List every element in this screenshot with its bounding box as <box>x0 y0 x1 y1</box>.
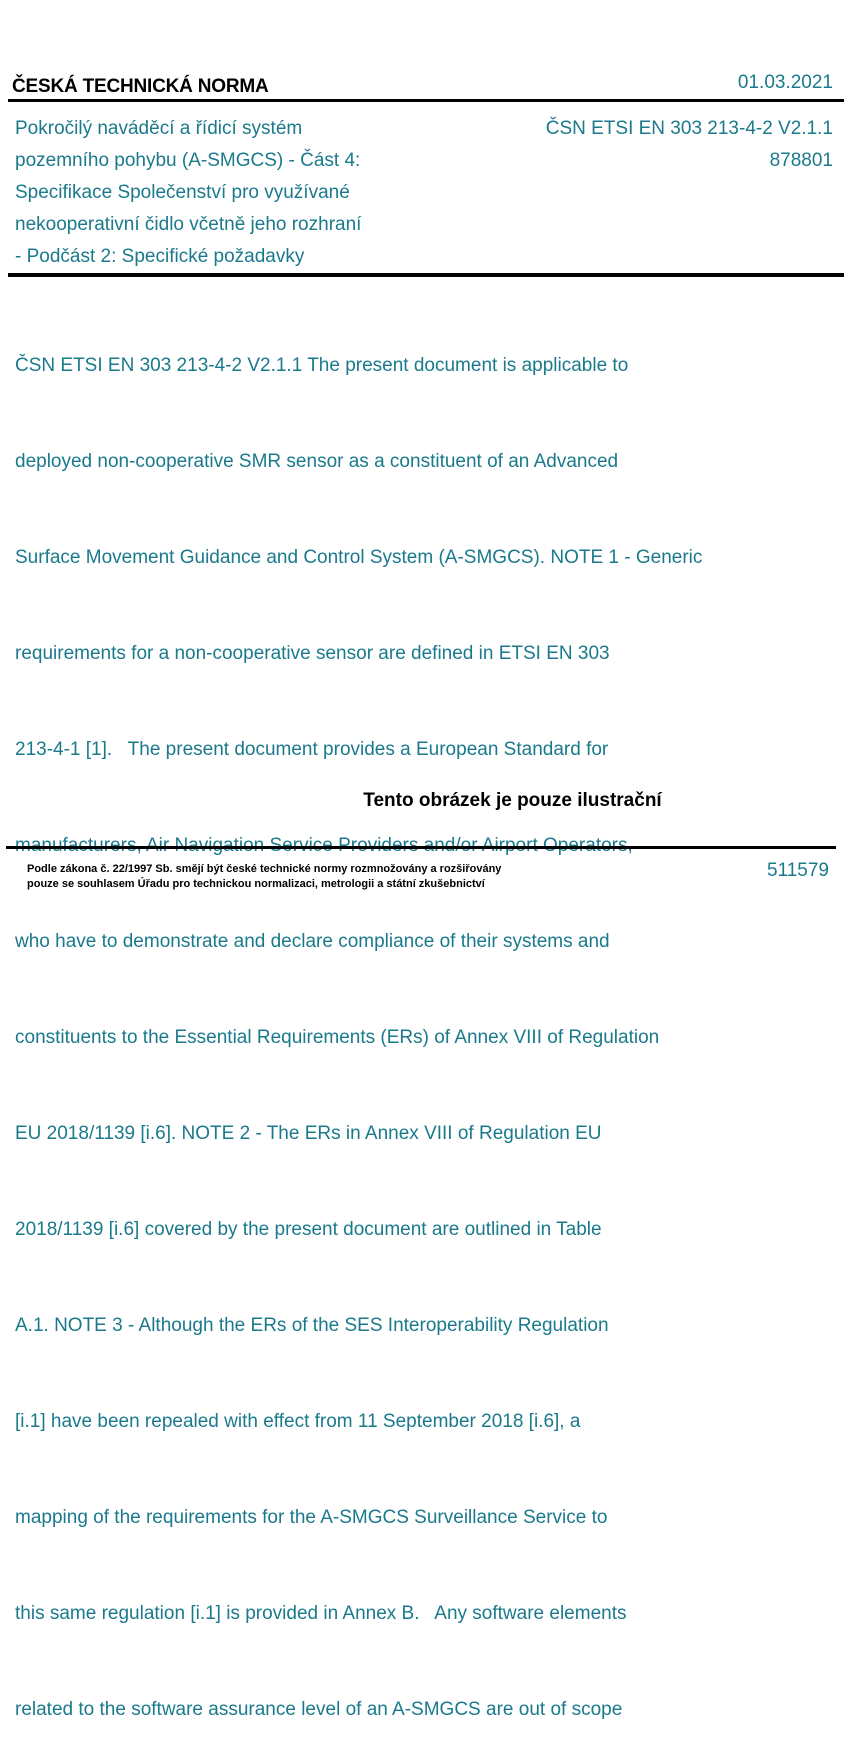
document-title <box>15 113 425 273</box>
document-code: 511579 <box>767 860 829 881</box>
abstract-line: [i.1] have been repealed with effect from 11 September 2018 [i.6], a <box>15 1411 581 1432</box>
legal-notice-line: Podle zákona č. 22/1997 Sb. smějí být české technické normy rozmnožovány a rozšiřovány <box>27 863 502 875</box>
title-line: nekooperativní čidlo včetně jeho rozhraní <box>15 214 362 235</box>
abstract-line: this same regulation [i.1] is provided in Annex B. Any software elements <box>15 1603 627 1624</box>
abstract-line: requirements for a non-cooperative sensor are defined in ETSI EN 303 <box>15 643 610 664</box>
standard-designation: ČSN ETSI EN 303 213-4-2 V2.1.1 <box>545 118 833 139</box>
legal-notice-line: pouze se souhlasem Úřadu pro technickou normalizaci, metrologii a státní zkušebnictví <box>27 878 485 890</box>
abstract <box>15 286 805 1758</box>
document-identifiers <box>493 113 833 177</box>
catalog-number: 878801 <box>769 150 833 171</box>
title-divider <box>8 273 844 277</box>
abstract-line: deployed non-cooperative SMR sensor as a constituent of an Advanced <box>15 451 619 472</box>
abstract-line: Surface Movement Guidance and Control System (A-SMGCS). NOTE 1 - Generic <box>15 547 703 568</box>
abstract-line: related to the software assurance level of an A-SMGCS are out of scope <box>15 1699 623 1720</box>
abstract-line: 2018/1139 [i.6] covered by the present document are outlined in Table <box>15 1219 602 1240</box>
publication-date: 01.03.2021 <box>737 72 833 93</box>
footer-divider <box>6 846 836 849</box>
title-line: - Podčást 2: Specifické požadavky <box>15 246 305 267</box>
abstract-line: EU 2018/1139 [i.6]. NOTE 2 - The ERs in Annex VIII of Regulation EU <box>15 1123 602 1144</box>
abstract-line: who have to demonstrate and declare compliance of their systems and <box>15 931 610 952</box>
header-divider <box>8 99 844 102</box>
abstract-line: A.1. NOTE 3 - Although the ERs of the SES Interoperability Regulation <box>15 1315 609 1336</box>
title-line: Pokročilý naváděcí a řídicí systém <box>15 118 303 139</box>
abstract-line: mapping of the requirements for the A-SMGCS Surveillance Service to <box>15 1507 608 1528</box>
illustration-disclaimer: Tento obrázek je pouze ilustrační <box>363 790 662 811</box>
title-line: Specifikace Společenství pro využívané <box>15 182 350 203</box>
abstract-line: 213-4-1 [1]. The present document provides a European Standard for <box>15 739 609 760</box>
title-line: pozemního pohybu (A-SMGCS) - Část 4: <box>15 150 361 171</box>
abstract-line: constituents to the Essential Requirements (ERs) of Annex VIII of Regulation <box>15 1027 660 1048</box>
legal-notice <box>27 862 627 892</box>
page-heading: ČESKÁ TECHNICKÁ NORMA <box>12 76 269 97</box>
abstract-line: ČSN ETSI EN 303 213-4-2 V2.1.1 The present document is applicable to <box>15 355 629 376</box>
